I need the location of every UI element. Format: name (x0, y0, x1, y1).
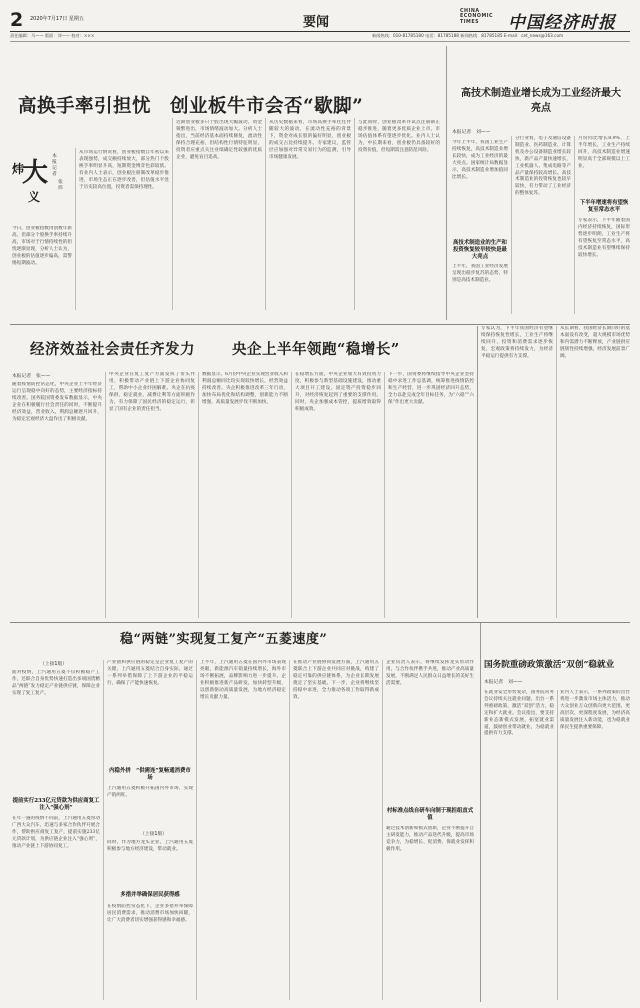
headline-bottom-left: 稳“两链”实现复工复产“五菱速度” (120, 632, 328, 647)
body-text-top-left-5: 与此同时，创业板改革并试点注册制正稳步推进，随着更多优质企业上市，市场估值体系有望逐步优化。业内人士认为，中长期来看，创业板仍具备较好的投资价值，但短期需注意防范风险。 (358, 120, 440, 153)
body-text-bottom-right-2: 业内人士表示，一系列政策的出台将进一步激发市场主体活力，推动大众创业万众创新向更大范围、更高层次、更深程度发展，为经济高质量发展注入新动能，也为稳就业保民生提供重要保障。 (560, 690, 630, 730)
headline-top-left: 高换手率引担忧 创业板牛市会否“歇脚” (18, 96, 364, 117)
editor-line: 责任编辑：马—— 版面：刘—— 校对：××× (10, 33, 95, 38)
body-text-bottom-8: 在推动产业链协同发展方面，上汽通用五菱联合上下游企业共同应对挑战，构建了稳定可靠的供应链体系，为企业长期发展奠定了坚实基础。下一步，企业将继续坚持稳中求进，全力推动各项工作取得新成效。 (293, 660, 379, 700)
masthead-rule-2 (10, 41, 630, 42)
english-name: CHINA ECONOMIC TIMES (460, 9, 494, 25)
body-text-top-right-2: 上半年，我国工业经济发展呈现出稳步复苏的态势，特别是高技术制造业。 (452, 264, 508, 283)
body-text-bottom-2: 在年一遇的疫情不同前，上汽通用五菱带动广西大众汽车，迅速与多家合作伙伴开展合作，帮助供应商复工复产，提前实施233亿元贷款计划，为供应链企业注入“强心剂”，推动产业链上下游协同复工。 (12, 816, 100, 849)
body-text-bottom-right-1: 在就业安全形势复杂，国务院常务会议持续关注就业问题，出台一系列重磅政策，激活“双创”活力，稳定和扩大就业。会议指出，要支持新业态新模式发展，拓宽就业渠道，鼓励创业带动就业，为稳就业提供有力支撑。 (484, 690, 554, 737)
section-title: 要闻 (303, 15, 330, 30)
subhead-bottom-left-2: 内稳外拼 “供需连”复畅通消费市场 (109, 768, 191, 781)
body-text-top-right-3: 分行业看，电子及通信设备制造业、医药制造业、计算机及办公设备制造业增长较快，新产品产量快速增长，工业机器人、集成电路等产品产量保持较高增长。高技术制造业的投资恢复也较早较快，有力带动了工业经济的整体复苏。 (515, 136, 571, 197)
body-text-middle-1: 随着疫情防控常态化，中央企业上半年经济运行呈现稳中向好的态势，主要经济指标持续改善。国务院国资委发布数据显示，中央企业在积极履行社会责任的同时，不断提升经济效益，营业收入、利润总额逐月回升，为稳定宏观经济大盘作出了积极贡献。 (12, 382, 102, 422)
issue-date: 2020年7月17日 星期五 (30, 16, 84, 22)
body-text-bottom-4: 上汽通用五菱积极开拓国内外市场，实现产销两旺。 (107, 786, 193, 798)
hotline: 新闻热线：010-81785180 电话：81785188 新闻热线：81785185 E-mail：cet_news@163.com (372, 33, 564, 38)
headline-middle-right: 央企上半年领跑“稳增长” (232, 341, 400, 358)
body-text-top-left-2: 从市场运行情况看，创业板指数自年初以来表现强势，成交额持续放大，部分热门个股换手率明显升高，短期资金博弈色彩较浓。有业内人士表示，创业板注册制改革稳步推进，市场生态正在逐步改善，但估值水平处于历史较高位置，投资者需保持理性。 (79, 150, 169, 190)
body-text-middle-6: 专家认为，下半年我国经济有望继续保持恢复性增长，工业生产将继续回升，投资和消费需求逐步恢复，宏观政策将持续发力，为经济平稳运行提供有力支撑。 (481, 326, 553, 359)
body-text-middle-4: 在稳增长方面，中央企业加大有效投资力度，积极参与新型基础设施建设，推动重大项目开工建设，固定资产投资稳步回升，对经济恢复起到了重要的支撑作用。同时，央企加强成本管控，提质增效取得积极成效。 (295, 372, 381, 412)
body-text-bottom-6: 在疫情防控常态化下，企业多措并举保障居民消费需求，推动消费市场加快回暖，让广大消费者切实增强获得感和幸福感。 (107, 904, 193, 923)
body-text-middle-2: 中央企业在复工复产方面发挥了带头作用，积极带动产业链上下游企业协同复工，帮助中小企业纾困解难。央企在抗疫保供、稳定就业、减费让利等方面积极作为，有力保障了国民经济的稳定运行，彰显了国有企业的责任担当。 (109, 372, 195, 412)
body-text-middle-7: 从长期看，我国经济长期向好的基本面没有改变，超大规模市场优势和内需潜力不断释放，产业链供应链韧性持续增强，经济发展前景广阔。 (560, 326, 630, 359)
byline-middle-left: 本报记者 张—— (12, 374, 51, 379)
byline-top-right: 本报记者 刘—— (452, 130, 491, 135)
body-text-middle-3: 数据显示，6月份中央企业实现营业收入和利润总额同比均实现较快增长，经营效益持续改善。央企积极推进改革三年行动，加快布局优化和结构调整，创新能力不断增强，高质量发展步伐不断加快。 (202, 372, 288, 405)
subhead-bottom-left-4: 村标准点线自研车向制于现担组直式值 (386, 808, 474, 821)
body-text-top-left-4: 从历史数据来看，市场高换手率往往伴随较大的波动，在流动性充裕的背景下，资金对成长股的偏好明显，创业板的成交占比持续提升。专家建议，监管层应加强对异常交易行为的监测，引导市场健康发展。 (269, 120, 351, 160)
body-text-middle-5: 下一步，国资委将继续指导中央企业坚持稳中求进工作总基调，统筹推进疫情防控和生产经营，进一步巩固经济回升态势，全力以赴完成全年目标任务，为“六稳”“六保”作出更大贡献。 (388, 372, 474, 405)
headline-middle-left: 经济效益社会责任齐发力 (30, 341, 195, 358)
body-text-bottom-3: 产业链和供应链的稳定是企业复工复产的关键，上汽通用五菱结合自身实际，通过一系列举措保障了上下游企业的平稳运行，确保了产能快速恢复。 (107, 660, 193, 686)
column-name: 大 (22, 158, 49, 188)
body-text-bottom-7: 上半年，上汽通用五菱在国内外市场表现亮眼，新能源汽车销量持续增长，海外市场不断拓展，品牌影响力进一步提升。企业积极推进新产品研发，加快转型升级，以创新驱动高质量发展，为地方经济稳定增长贡献力量。 (200, 660, 286, 700)
body-text-bottom-10: 通过技术创新和模式创新，企业不断提升自主研发能力，推动产品迭代升级，提高市场竞争力，为稳增长、促消费、保就业发挥积极作用。 (386, 826, 474, 852)
body-text-bottom-5: 同时，作为地方龙头企业，上汽通用五菱积极参与地方经济建设，带动就业。 (107, 840, 193, 852)
body-text-top-right-4: 月份同比增长8.9%，上半年增长，工业生产持续回升，高技术制造业增速明显高于全部规模以上工业。 (578, 136, 630, 169)
column-label: 本报记者 (52, 154, 57, 177)
column-author: 张 炜 (58, 180, 63, 191)
subhead-top-right-1: 高技术制造业的生产和投资恢复较早较快是最大亮点 (453, 240, 507, 260)
page-number: 2 (10, 9, 24, 31)
subhead-bottom-left-1: 提前实行233亿元贷款为供应商复工注入“强心剂” (12, 798, 100, 811)
paper-logo: 中国经济时报 (508, 13, 616, 33)
column-badge (12, 152, 48, 220)
masthead-rule (10, 31, 630, 32)
body-text-bottom-1: 面对疫情，上汽通用五菱不仅积极稳产工作，还联合自身优势快速打造出多项国货精品“两链”发力稳定产业链供应链，保障企业实现了复工复产。 (12, 670, 100, 696)
headline-bottom-right: 国务院重磅政策激活“双创”稳就业 (484, 660, 615, 670)
headline-top-right: 高技术制造业增长成为工业经济最大亮点 (461, 88, 621, 114)
subhead-top-right-2: 下半年增速将有望恢复至常态水平 (579, 200, 629, 213)
column-vertical-char-2: 义 (28, 190, 41, 204)
body-text-top-left-1: 今日，创业板指数再创数年新高。但部分个股换手率持续升高，市场对于行情持续性的担忧逐渐显现，分析人士认为，创业板的估值逐步偏高，需警惕短期波动。 (12, 226, 72, 266)
body-text-top-right-5: 专家表示，下半年随着国内经济持续恢复，国际形势逐步明朗，工业生产将有望恢复至常态水平，高技术制造业有望继续保持较快增长。 (578, 218, 630, 258)
byline-bottom-right: 本报记者 刘—— (484, 680, 523, 685)
body-text-top-left-3: 近期创业板多只个股出现大幅波动，资金频繁进出，市场情绪波动加大。分析人士指出，当前经济基本面持续修复，流动性保持合理充裕，但结构性行情特征明显，投资者应重点关注业绩确定性较强的优质企业，避免盲目追高。 (176, 120, 262, 160)
byline-bottom-left-2: （上接1版） (140, 832, 168, 837)
body-text-bottom-9: 企业负责人表示，将继续发挥龙头带动作用，与合作伙伴携手共进，推动产业高质量发展，不断满足人民群众日益增长的美好生活需要。 (386, 660, 474, 686)
subhead-bottom-left-3: 多措并举确保居民获得感 (120, 892, 180, 898)
byline-bottom-left-1: （上接1版） (40, 662, 68, 667)
column-vertical-char: 炜 (12, 162, 25, 176)
body-text-top-right-1: 今年上半年，我国工业生产持续恢复，高技术制造业增长较快，成为工业经济的最大亮点。国家统计局数据显示，高技术制造业增加值同比增长。 (452, 140, 508, 180)
